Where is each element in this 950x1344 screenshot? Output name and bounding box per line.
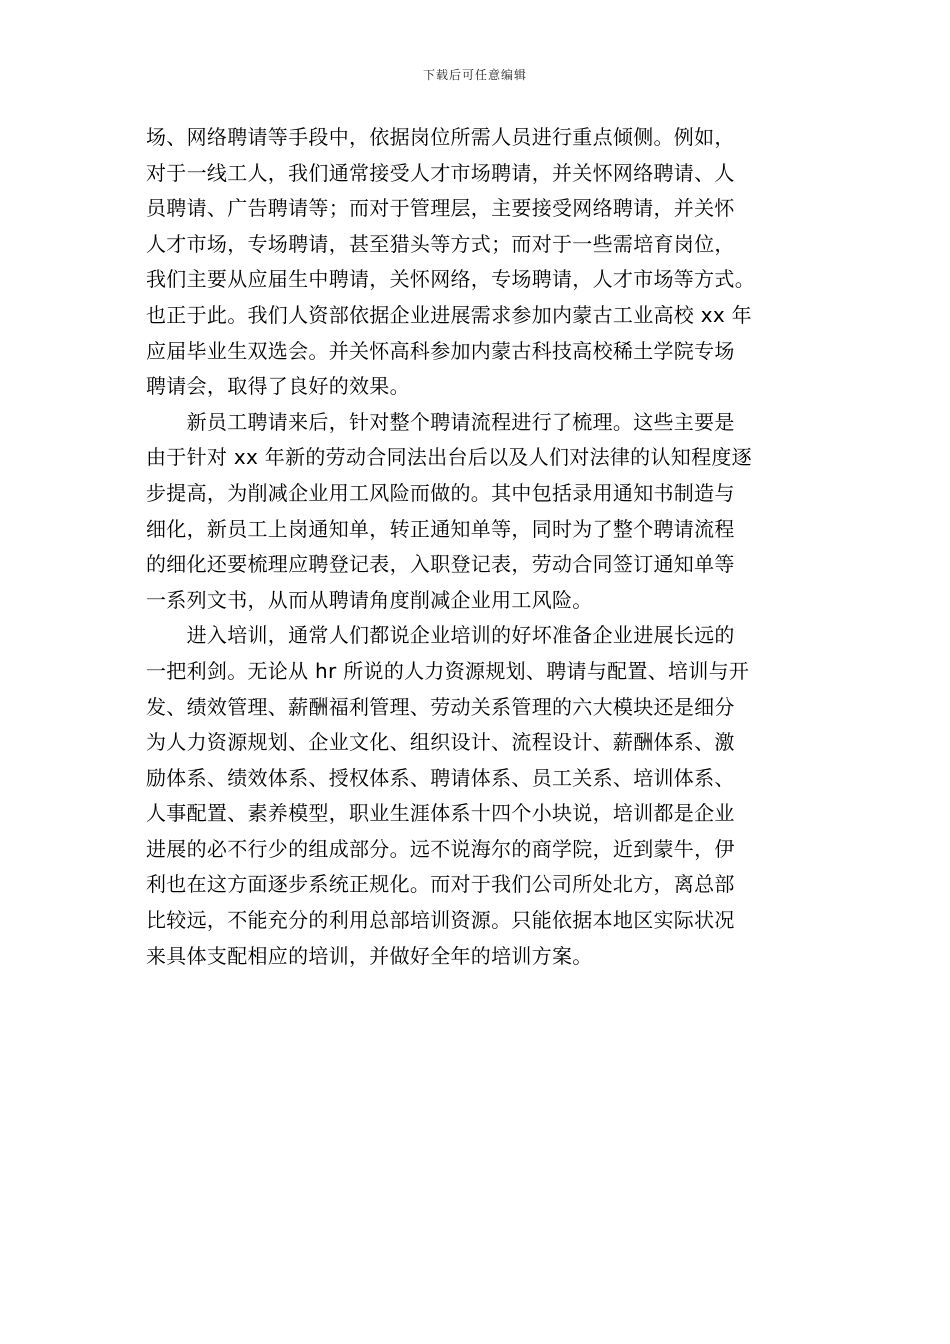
text-line: 励体系、绩效体系、授权体系、聘请体系、员工关系、培训体系、 xyxy=(146,765,735,790)
text-line: 我们主要从应届生中聘请，关怀网络，专场聘请，人才市场等方式。 xyxy=(146,267,755,292)
text-line: 步提高，为削减企业用工风险而做的。其中包括录用通知书制造与 xyxy=(146,480,735,505)
text-line: 由于针对 xx 年新的劳动合同法出台后以及人们对法律的认知程度逐 xyxy=(146,445,752,470)
page-header: 下载后可任意编辑 xyxy=(422,68,527,82)
text-line: 的细化还要梳理应聘登记表，入职登记表，劳动合同签订通知单等 xyxy=(146,552,735,577)
text-line: 聘请会，取得了良好的效果。 xyxy=(146,374,410,399)
text-line: 员聘请、广告聘请等；而对于管理层，主要接受网络聘请，并关怀 xyxy=(146,196,735,221)
text-line: 一把利剑。无论从 hr 所说的人力资源规划、聘请与配置、培训与开 xyxy=(146,658,750,683)
text-line: 细化，新员工上岗通知单，转正通知单等，同时为了整个聘请流程 xyxy=(146,516,735,541)
text-line: 利也在这方面逐步系统正规化。而对于我们公司所处北方，离总部 xyxy=(146,872,735,897)
text-line: 人才市场，专场聘请，甚至猎头等方式；而对于一些需培育岗位， xyxy=(146,231,735,256)
text-line: 对于一线工人，我们通常接受人才市场聘请，并关怀网络聘请、人 xyxy=(146,160,735,185)
text-line: 进入培训，通常人们都说企业培训的好坏准备企业进展长远的 xyxy=(146,623,735,648)
text-line: 进展的必不行少的组成部分。远不说海尔的商学院，近到蒙牛，伊 xyxy=(146,836,735,861)
text-line: 应届毕业生双选会。并关怀高科参加内蒙古科技高校稀土学院专场 xyxy=(146,338,735,363)
text-line: 也正于此。我们人资部依据企业进展需求参加内蒙古工业高校 xx 年 xyxy=(146,302,752,327)
text-line: 一系列文书，从而从聘请角度削减企业用工风险。 xyxy=(146,587,593,612)
text-line: 发、绩效管理、薪酬福利管理、劳动关系管理的六大模块还是细分 xyxy=(146,694,735,719)
text-line: 比较远，不能充分的利用总部培训资源。只能依据本地区实际状况 xyxy=(146,908,735,933)
text-line: 为人力资源规划、企业文化、组织设计、流程设计、薪酬体系、激 xyxy=(146,730,735,755)
text-line: 场、网络聘请等手段中，依据岗位所需人员进行重点倾侧。例如， xyxy=(146,125,735,149)
text-line: 新员工聘请来后，针对整个聘请流程进行了梳理。这些主要是 xyxy=(146,409,735,434)
text-line: 人事配置、素养模型，职业生涯体系十四个小块说，培训都是企业 xyxy=(146,801,735,826)
text-line: 来具体支配相应的培训，并做好全年的培训方案。 xyxy=(146,943,593,968)
document-body xyxy=(146,120,814,974)
